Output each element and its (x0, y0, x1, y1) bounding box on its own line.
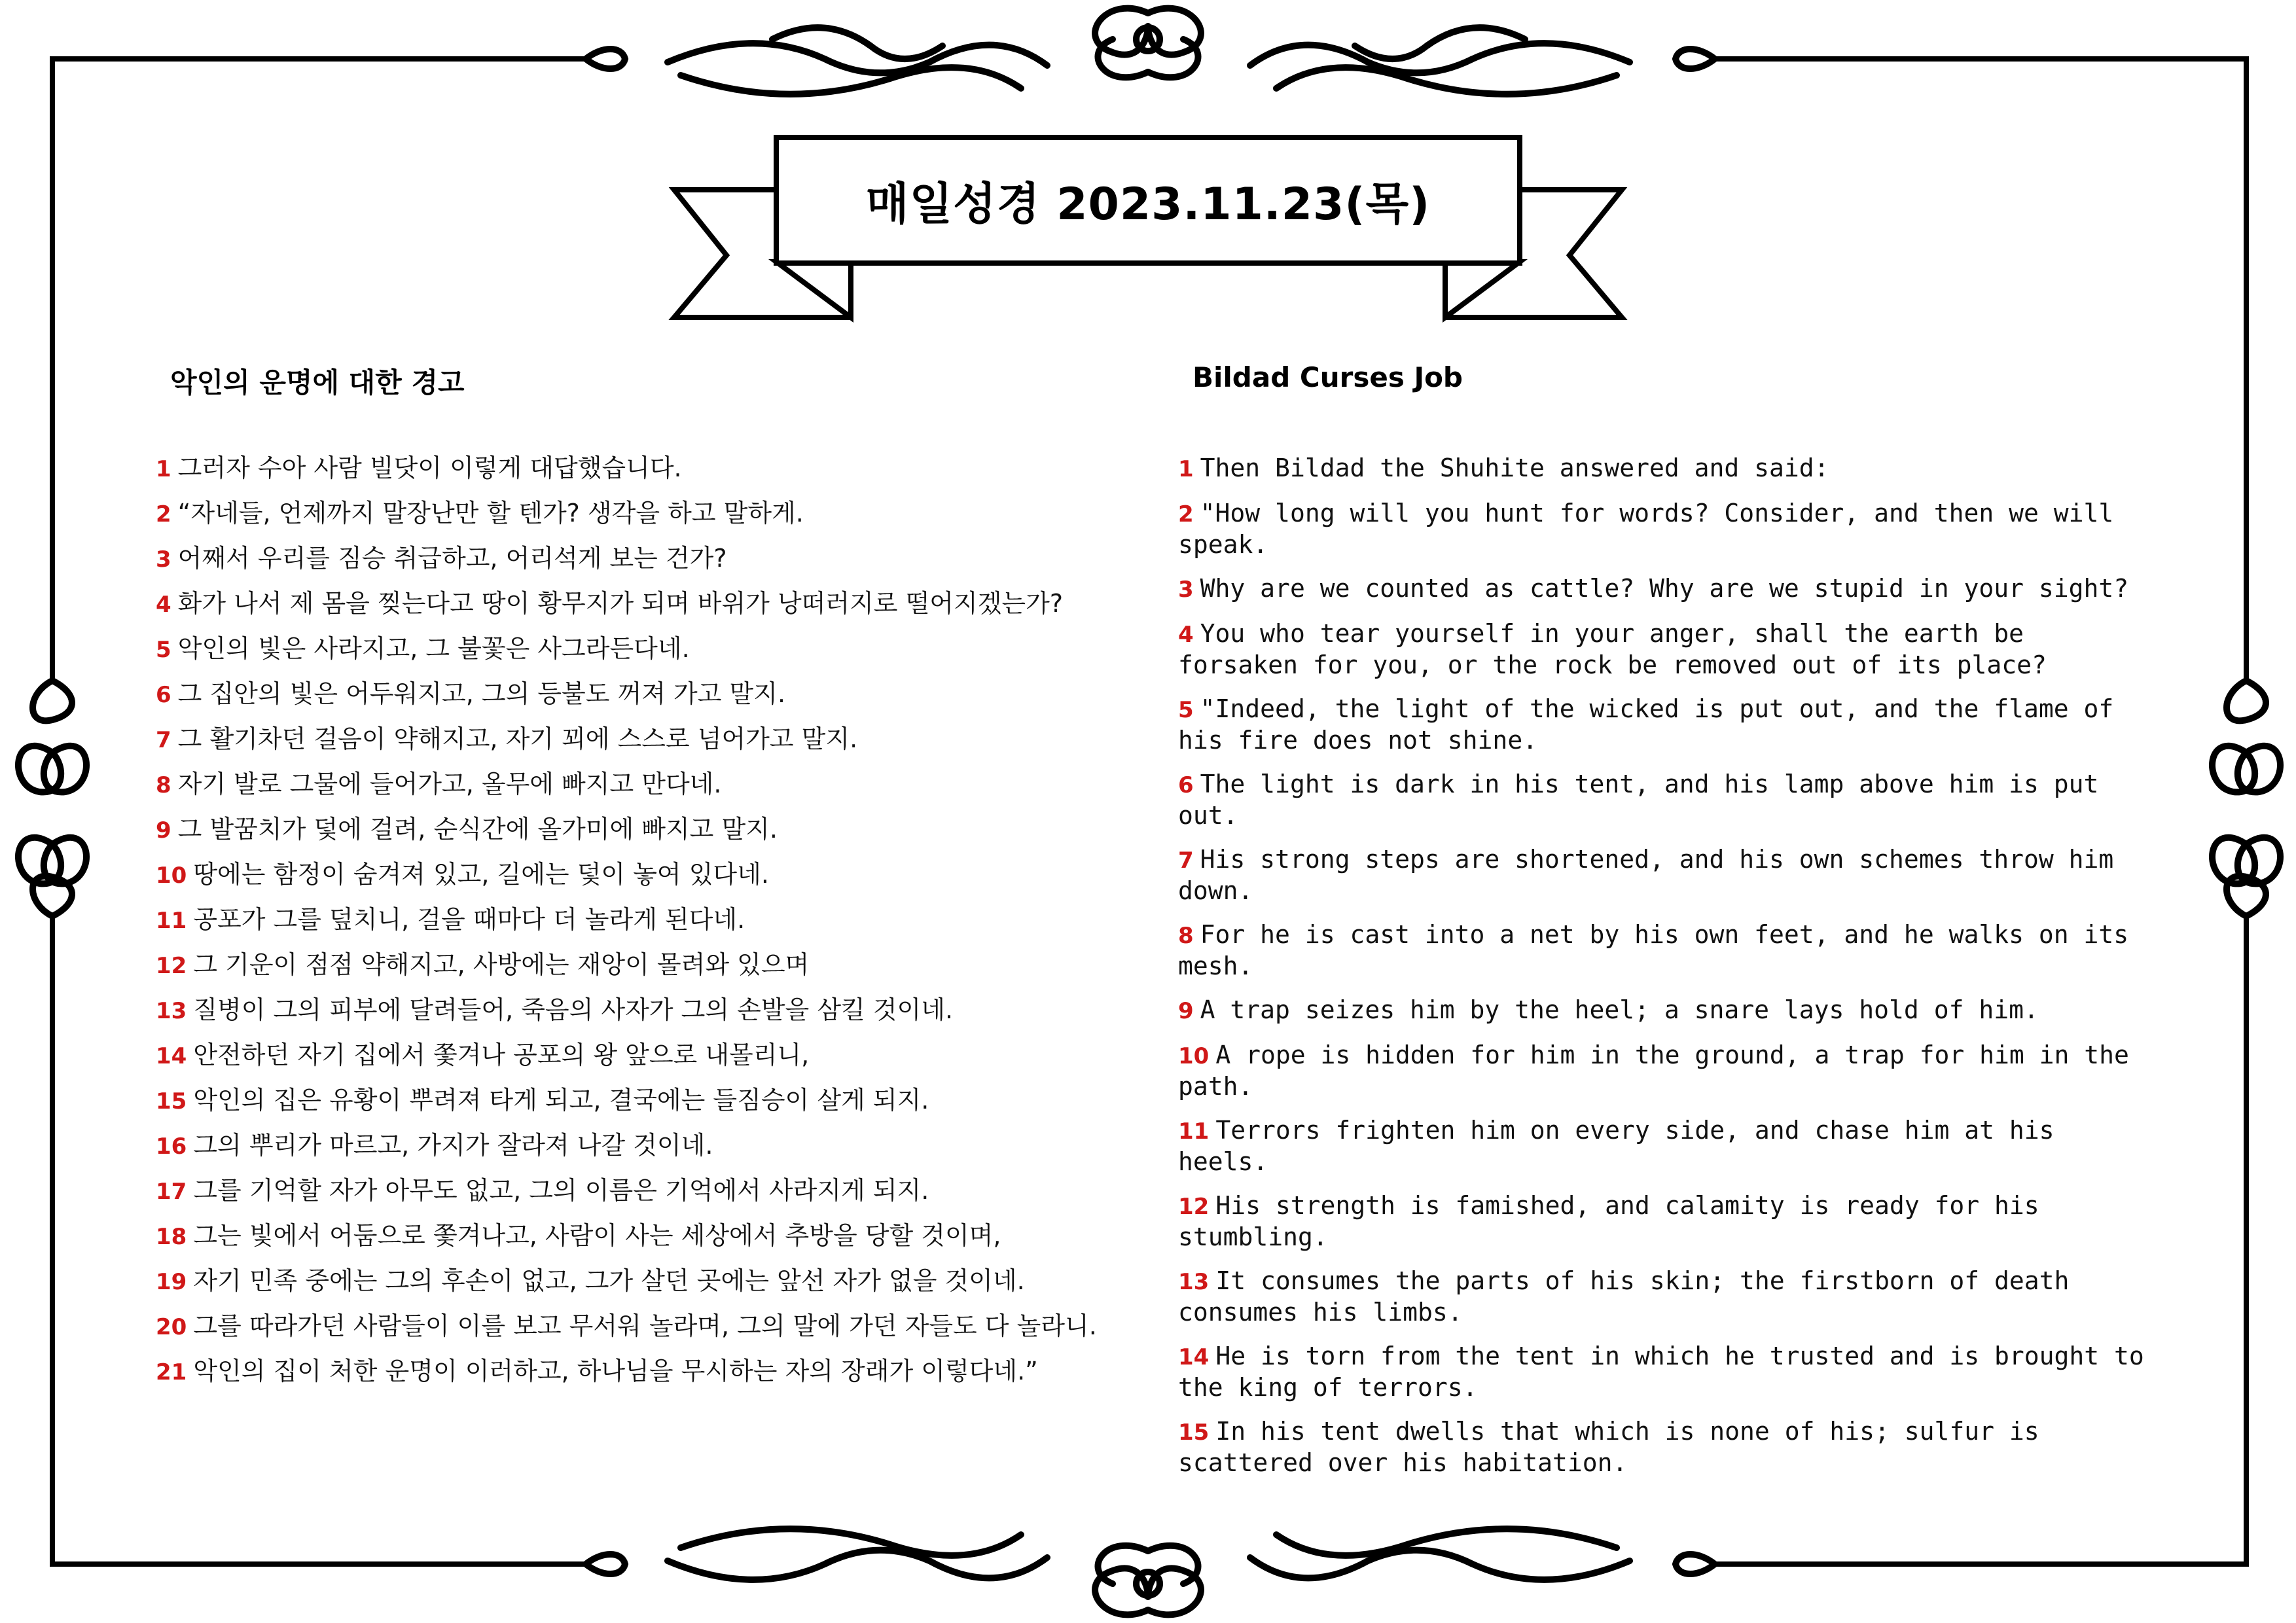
verse-text: 화가 나서 제 몸을 찢는다고 땅이 황무지가 되며 바위가 낭떠러지로 떨어지겠는가? (177, 589, 1063, 618)
verse (1178, 995, 2153, 1026)
verse-number: 15 (1178, 1419, 1210, 1446)
verse-text: He is torn from the tent in which he trusted and is brought to the king of terrors. (1178, 1342, 2144, 1402)
verse-text: 땅에는 함정이 숨겨져 있고, 길에는 덫이 놓여 있다네. (193, 860, 769, 889)
verse-text: A rope is hidden for him in the ground, a trap for him in the path. (1178, 1041, 2129, 1101)
verse-text: 질병이 그의 피부에 달려들어, 죽음의 사자가 그의 손발을 삼킬 것이네. (193, 995, 954, 1024)
verse (1178, 1040, 2153, 1101)
verse-text: His strength is famished, and calamity is ready for his stumbling. (1178, 1191, 2039, 1251)
verse-text: “자네들, 언제까지 말장난만 할 텐가? 생각을 하고 말하게. (177, 499, 804, 527)
verse (156, 950, 1124, 981)
verse-number: 20 (156, 1314, 187, 1340)
verse (156, 1311, 1124, 1342)
verse-text: You who tear yourself in your anger, shall the earth be forsaken for you, or the rock be removed out of its place? (1178, 619, 2047, 679)
verse (156, 498, 1124, 529)
verse-text: 그는 빛에서 어둠으로 쫓겨나고, 사람이 사는 세상에서 추방을 당할 것이며, (193, 1221, 1001, 1250)
verse-number: 8 (1178, 923, 1194, 949)
verse-text: For he is cast into a net by his own feet, and he walks on its mesh. (1178, 920, 2129, 980)
verse-number: 7 (156, 727, 171, 753)
verse-text: In his tent dwells that which is none of his; sulfur is scattered over his habitation. (1178, 1417, 2039, 1477)
verse-text: His strong steps are shortened, and his own schemes throw him down. (1178, 845, 2114, 905)
verse (156, 1130, 1124, 1162)
verse-number: 13 (156, 998, 187, 1024)
verse-text: 공포가 그를 덮치니, 걸을 때마다 더 놀라게 된다네. (193, 905, 745, 934)
verse-text: Then Bildad the Shuhite answered and said: (1200, 454, 1829, 482)
verse (1178, 498, 2153, 560)
verse (156, 1266, 1124, 1297)
verse-number: 7 (1178, 847, 1194, 874)
verse (1178, 618, 2153, 680)
verse-text: 그 활기차던 걸음이 약해지고, 자기 꾀에 스스로 넘어가고 말지. (177, 724, 858, 753)
verse-text: "Indeed, the light of the wicked is put out, and the flame of his fire does not shine. (1178, 694, 2114, 755)
verse-number: 9 (1178, 998, 1194, 1024)
verse (156, 588, 1124, 620)
verse-text: 그 집안의 빛은 어두워지고, 그의 등불도 꺼져 가고 말지. (177, 679, 786, 708)
verse-number: 10 (156, 863, 187, 889)
verse-number: 19 (156, 1269, 187, 1295)
verse-number: 4 (156, 592, 171, 618)
verse (156, 995, 1124, 1026)
verse-text: Terrors frighten him on every side, and chase him at his heels. (1178, 1116, 2054, 1176)
verse (156, 1175, 1124, 1207)
verse-number: 14 (1178, 1344, 1210, 1370)
verse-number: 16 (156, 1133, 187, 1160)
verse-number: 12 (1178, 1194, 1210, 1220)
verse-number: 6 (1178, 772, 1194, 798)
verse-text: A trap seizes him by the heel; a snare lays hold of him. (1200, 995, 2039, 1024)
verse-number: 2 (1178, 501, 1194, 527)
verse (156, 453, 1124, 484)
verse (156, 1356, 1124, 1387)
verse-number: 4 (1178, 622, 1194, 648)
verse-text: 자기 민족 중에는 그의 후손이 없고, 그가 살던 곳에는 앞선 자가 없을 것이네. (193, 1266, 1025, 1295)
verse-number: 15 (156, 1088, 187, 1115)
verse-number: 11 (156, 908, 187, 934)
verse-text: 어째서 우리를 짐승 취급하고, 어리석게 보는 건가? (177, 544, 727, 573)
verse (1178, 1115, 2153, 1177)
verse-number: 18 (156, 1224, 187, 1250)
verse (156, 1221, 1124, 1252)
verse-text: Why are we counted as cattle? Why are we stupid in your sight? (1200, 574, 2129, 603)
page-title: 매일성경 2023.11.23(목) (865, 178, 1431, 230)
verse-text: 그를 따라가던 사람들이 이를 보고 무서워 놀라며, 그의 말에 가던 자들도 다 놀라니. (193, 1311, 1097, 1340)
verse (1178, 1190, 2153, 1252)
verse-number: 11 (1178, 1118, 1210, 1145)
top-flourish (586, 9, 1715, 94)
verse-text: 악인의 빛은 사라지고, 그 불꽃은 사그라든다네. (177, 634, 690, 663)
verse (1178, 453, 2153, 484)
verse-text: 악인의 집이 처한 운명이 이러하고, 하나님을 무시하는 자의 장래가 이렇다네.” (193, 1357, 1038, 1385)
verse-text: 그러자 수아 사람 빌닷이 이렇게 대답했습니다. (177, 454, 682, 482)
verse-text: 악인의 집은 유황이 뿌려져 타게 되고, 결국에는 들짐승이 살게 되지. (193, 1086, 929, 1115)
verse-number: 3 (156, 546, 171, 573)
verse (1178, 844, 2153, 906)
verse (156, 1040, 1124, 1071)
verse-number: 10 (1178, 1043, 1210, 1069)
verse (1178, 1341, 2153, 1402)
bottom-flourish (586, 1529, 1715, 1614)
verse (156, 543, 1124, 575)
verse (1178, 694, 2153, 755)
verse-number: 1 (156, 456, 171, 482)
english-heading: Bildad Curses Job (1193, 361, 1463, 393)
verse-text: 그 기운이 점점 약해지고, 사방에는 재앙이 몰려와 있으며 (193, 950, 810, 979)
verse-number: 5 (1178, 697, 1194, 723)
verse (1178, 919, 2153, 981)
verse-text: 그 발꿈치가 덫에 걸려, 순식간에 올가미에 빠지고 말지. (177, 815, 778, 844)
verse (156, 679, 1124, 710)
verse-number: 8 (156, 772, 171, 798)
verse-number: 9 (156, 817, 171, 844)
verse-text: 그를 기억할 자가 아무도 없고, 그의 이름은 기억에서 사라지게 되지. (193, 1176, 929, 1205)
verse (1178, 769, 2153, 830)
verse-text: 안전하던 자기 집에서 쫓겨나 공포의 왕 앞으로 내몰리니, (193, 1041, 810, 1069)
verse (156, 1085, 1124, 1116)
verse-number: 5 (156, 637, 171, 663)
verse-text: The light is dark in his tent, and his lamp above him is put out. (1178, 770, 2099, 830)
korean-heading: 악인의 운명에 대한 경고 (170, 366, 465, 399)
verse-number: 2 (156, 501, 171, 527)
verse-number: 13 (1178, 1269, 1210, 1295)
korean-verse-list (156, 453, 1124, 1401)
verse (1178, 1416, 2153, 1478)
english-verse-list (1178, 453, 2153, 1491)
verse-number: 1 (1178, 456, 1194, 482)
verse-text: "How long will you hunt for words? Consider, and then we will speak. (1178, 499, 2114, 559)
verse-number: 17 (156, 1179, 187, 1205)
verse-number: 21 (156, 1359, 187, 1385)
verse (156, 724, 1124, 755)
verse (156, 633, 1124, 665)
verse-text: 자기 발로 그물에 들어가고, 올무에 빠지고 만다네. (177, 770, 722, 798)
right-flourish (2212, 681, 2280, 916)
verse-number: 12 (156, 953, 187, 979)
verse-number: 3 (1178, 577, 1194, 603)
left-flourish (18, 681, 86, 916)
verse (156, 859, 1124, 891)
verse-text: It consumes the parts of his skin; the firstborn of death consumes his limbs. (1178, 1266, 2070, 1327)
verse (1178, 1266, 2153, 1327)
verse (1178, 573, 2153, 605)
verse (156, 769, 1124, 800)
verse (156, 904, 1124, 936)
verse-number: 6 (156, 682, 171, 708)
verse-text: 그의 뿌리가 마르고, 가지가 잘라져 나갈 것이네. (193, 1131, 713, 1160)
verse (156, 814, 1124, 846)
verse-number: 14 (156, 1043, 187, 1069)
